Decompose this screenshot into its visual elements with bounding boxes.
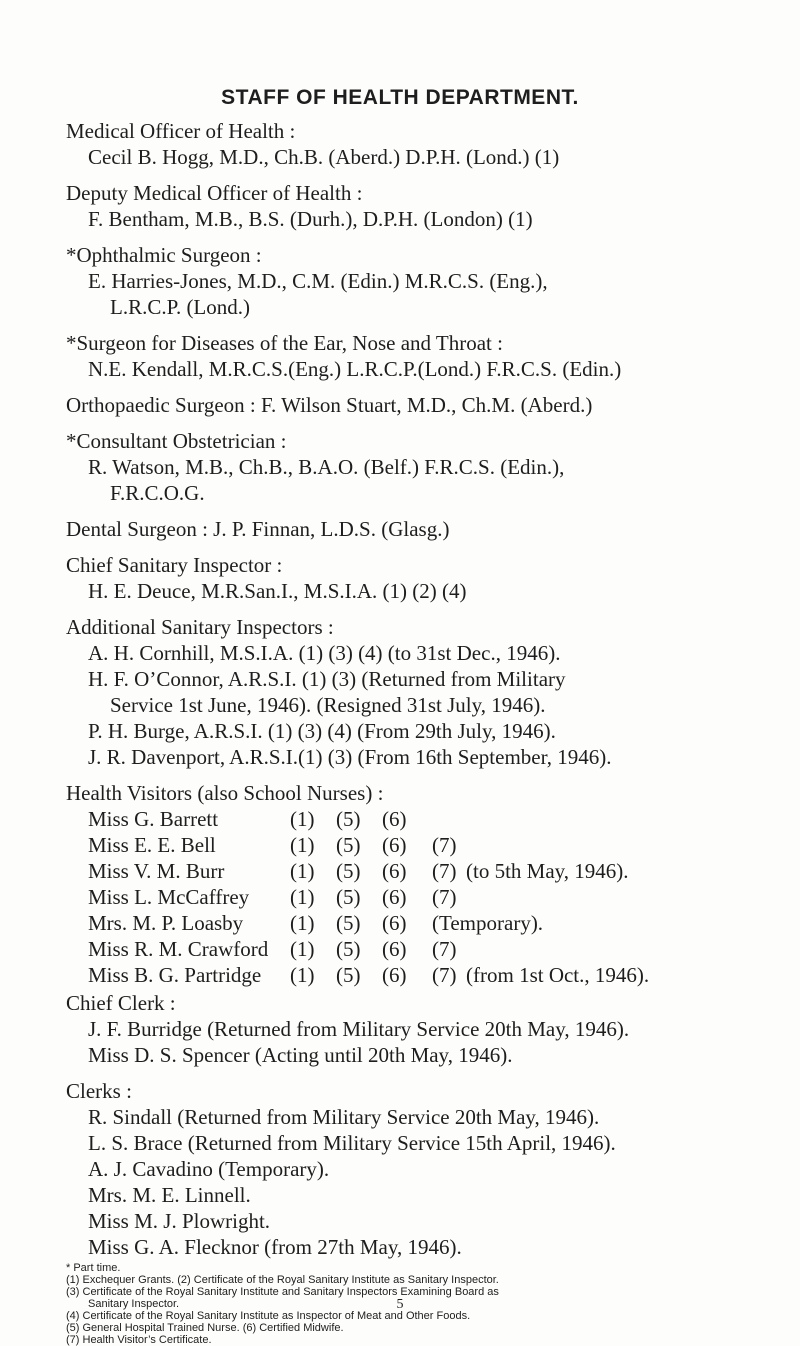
hv-row-6-q1: (1)	[290, 937, 315, 961]
hv-row-5-q1: (1)	[290, 911, 315, 935]
additional-sanitary-heading: Additional Sanitary Inspectors :	[66, 615, 334, 639]
footnote-7: (7) Health Visitor’s Certificate.	[66, 1334, 212, 1346]
orthopaedic-line: Orthopaedic Surgeon : F. Wilson Stuart, M.D., Ch.M. (Aberd.)	[66, 393, 593, 417]
additional-sanitary-line-1: A. H. Cornhill, M.S.I.A. (1) (3) (4) (to 31st Dec., 1946).	[88, 641, 561, 665]
hv-row-1-q3: (6)	[382, 807, 407, 831]
chief-clerk-heading: Chief Clerk :	[66, 991, 176, 1015]
hv-row-3-name: Miss V. M. Burr	[88, 859, 225, 883]
hv-row-3-q1: (1)	[290, 859, 315, 883]
ophthalmic-line-2: L.R.C.P. (Lond.)	[110, 295, 251, 319]
chief-clerk-line-2: Miss D. S. Spencer (Acting until 20th May, 1946).	[88, 1043, 513, 1067]
clerk-line-3: A. J. Cavadino (Temporary).	[88, 1157, 330, 1181]
hv-row-4-name: Miss L. McCaffrey	[88, 885, 250, 909]
hv-row-4-q1: (1)	[290, 885, 315, 909]
moh-name: Cecil B. Hogg, M.D., Ch.B. (Aberd.) D.P.H. (Lond.) (1)	[88, 145, 560, 169]
obstetrician-line-2: F.R.C.O.G.	[110, 481, 205, 505]
chief-sanitary-heading: Chief Sanitary Inspector :	[66, 553, 283, 577]
hv-row-3-q3: (6)	[382, 859, 407, 883]
hv-row-5-q3: (6)	[382, 911, 407, 935]
footnote-4: (4) Certificate of the Royal Sanitary Institute as Inspector of Meat and Other Foods.	[66, 1310, 471, 1322]
hv-row-5-q4: (Temporary).	[432, 911, 544, 935]
footnote-part-time: * Part time.	[66, 1262, 121, 1274]
hv-row-7-note: (from 1st Oct., 1946).	[466, 963, 650, 987]
hv-row-6-name: Miss R. M. Crawford	[88, 937, 269, 961]
hv-row-2-q4: (7)	[432, 833, 457, 857]
obstetrician-line-1: R. Watson, M.B., Ch.B., B.A.O. (Belf.) F.R.C.S. (Edin.),	[88, 455, 565, 479]
additional-sanitary-line-3: Service 1st June, 1946). (Resigned 31st July, 1946).	[110, 693, 546, 717]
hv-row-1-q1: (1)	[290, 807, 315, 831]
hv-row-3-q4: (7)	[432, 859, 457, 883]
footnote-1-2: (1) Exchequer Grants. (2) Certificate of the Royal Sanitary Institute as Sanitary Inspector.	[66, 1274, 499, 1286]
clerk-line-1: R. Sindall (Returned from Military Service 20th May, 1946).	[88, 1105, 600, 1129]
clerk-line-6: Miss G. A. Flecknor (from 27th May, 1946).	[88, 1235, 462, 1259]
hv-row-2-q1: (1)	[290, 833, 315, 857]
hv-row-6-q3: (6)	[382, 937, 407, 961]
ent-name: N.E. Kendall, M.R.C.S.(Eng.) L.R.C.P.(Lond.) F.R.C.S. (Edin.)	[88, 357, 622, 381]
dental-line: Dental Surgeon : J. P. Finnan, L.D.S. (Glasg.)	[66, 517, 450, 541]
ophthalmic-heading: *Ophthalmic Surgeon :	[66, 243, 262, 267]
page-title: STAFF OF HEALTH DEPARTMENT.	[221, 86, 579, 109]
hv-row-6-q2: (5)	[336, 937, 361, 961]
clerk-line-5: Miss M. J. Plowright.	[88, 1209, 271, 1233]
clerk-line-2: L. S. Brace (Returned from Military Service 15th April, 1946).	[88, 1131, 616, 1155]
chief-clerk-line-1: J. F. Burridge (Returned from Military Service 20th May, 1946).	[88, 1017, 630, 1041]
hv-row-3-note: (to 5th May, 1946).	[466, 859, 629, 883]
hv-row-5-q2: (5)	[336, 911, 361, 935]
additional-sanitary-line-5: J. R. Davenport, A.R.S.I.(1) (3) (From 16th September, 1946).	[88, 745, 612, 769]
hv-row-1-q2: (5)	[336, 807, 361, 831]
hv-row-4-q4: (7)	[432, 885, 457, 909]
health-visitors-heading: Health Visitors (also School Nurses) :	[66, 781, 384, 805]
ent-heading: *Surgeon for Diseases of the Ear, Nose and Throat :	[66, 331, 503, 355]
hv-row-1-name: Miss G. Barrett	[88, 807, 219, 831]
hv-row-7-q4: (7)	[432, 963, 457, 987]
clerk-line-4: Mrs. M. E. Linnell.	[88, 1183, 251, 1207]
hv-row-7-name: Miss B. G. Partridge	[88, 963, 262, 987]
hv-row-5-name: Mrs. M. P. Loasby	[88, 911, 244, 935]
additional-sanitary-line-2: H. F. O’Connor, A.R.S.I. (1) (3) (Returned from Military	[88, 667, 566, 691]
hv-row-2-name: Miss E. E. Bell	[88, 833, 216, 857]
ophthalmic-line-1: E. Harries-Jones, M.D., C.M. (Edin.) M.R.C.S. (Eng.),	[88, 269, 548, 293]
hv-row-7-q1: (1)	[290, 963, 315, 987]
moh-heading: Medical Officer of Health :	[66, 119, 296, 143]
chief-sanitary-name: H. E. Deuce, M.R.San.I., M.S.I.A. (1) (2) (4)	[88, 579, 467, 603]
hv-row-7-q3: (6)	[382, 963, 407, 987]
hv-row-2-q3: (6)	[382, 833, 407, 857]
clerks-heading: Clerks :	[66, 1079, 132, 1103]
dmoh-heading: Deputy Medical Officer of Health :	[66, 181, 363, 205]
additional-sanitary-line-4: P. H. Burge, A.R.S.I. (1) (3) (4) (From 29th July, 1946).	[88, 719, 556, 743]
hv-row-4-q3: (6)	[382, 885, 407, 909]
dmoh-name: F. Bentham, M.B., B.S. (Durh.), D.P.H. (London) (1)	[88, 207, 533, 231]
hv-row-3-q2: (5)	[336, 859, 361, 883]
footnote-3: (3) Certificate of the Royal Sanitary Institute and Sanitary Inspectors Examining Board as	[66, 1286, 499, 1298]
hv-row-2-q2: (5)	[336, 833, 361, 857]
footnote-5-6: (5) General Hospital Trained Nurse. (6) Certified Midwife.	[66, 1322, 344, 1334]
footnote-3-cont: Sanitary Inspector.	[88, 1298, 180, 1310]
hv-row-6-q4: (7)	[432, 937, 457, 961]
obstetrician-heading: *Consultant Obstetrician :	[66, 429, 287, 453]
page-number: 5	[396, 1297, 404, 1312]
hv-row-7-q2: (5)	[336, 963, 361, 987]
hv-row-4-q2: (5)	[336, 885, 361, 909]
